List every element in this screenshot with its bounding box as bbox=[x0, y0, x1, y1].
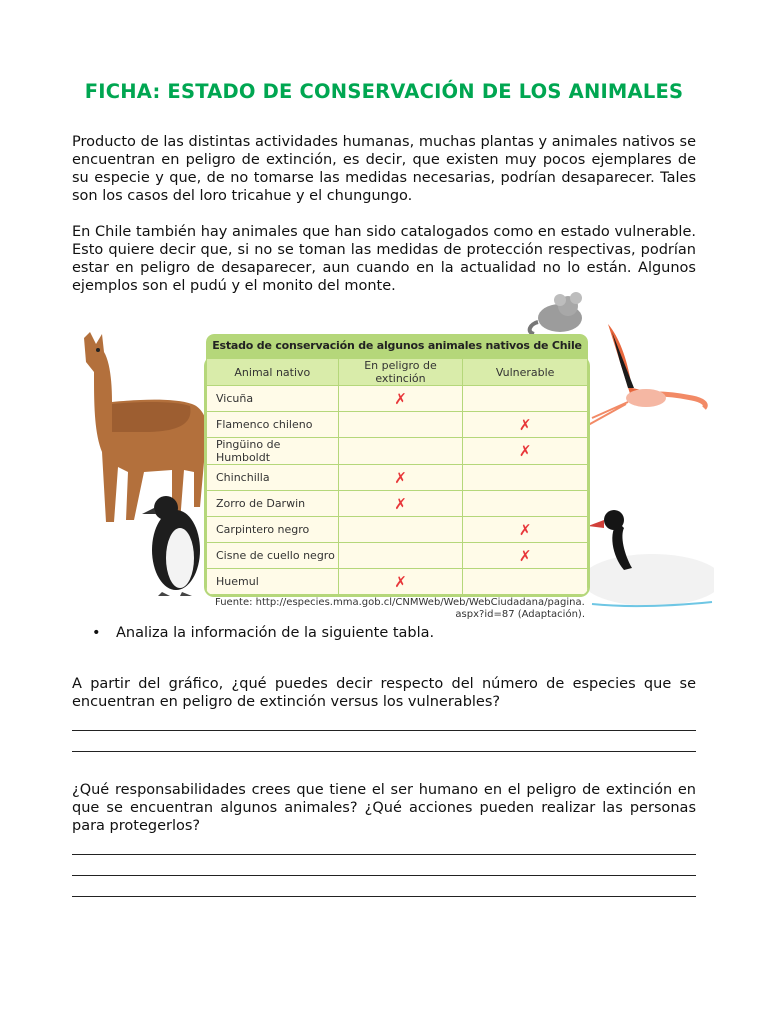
vulnerable-mark bbox=[463, 491, 588, 517]
header-vulnerable: Vulnerable bbox=[463, 359, 588, 386]
penguin-illustration bbox=[142, 496, 200, 596]
vulnerable-mark: ✗ bbox=[463, 412, 588, 438]
intro-paragraph-1: Producto de las distintas actividades humanas, muchas plantas y animales nativos se encuentran en peligro de extinción, es decir, que existen muy pocos ejemplares de su especie y que, de no tomarse las medidas necesarias, podrían desaparecer. Tales son los casos del loro tricahue y el chungungo. bbox=[72, 133, 696, 204]
header-animal: Animal nativo bbox=[207, 359, 339, 386]
vulnerable-mark bbox=[463, 569, 588, 595]
vulnerable-mark: ✗ bbox=[463, 438, 588, 465]
source-line-1: Fuente: http://especies.mma.gob.cl/CNMWeb/Web/WebCiudadana/pagina. bbox=[215, 597, 585, 608]
question-1: A partir del gráfico, ¿qué puedes decir respecto del número de especies que se encuentran en peligro de extinción versus los vulnerables? bbox=[72, 675, 696, 710]
extincion-mark: ✗ bbox=[338, 569, 463, 595]
table-row bbox=[207, 491, 588, 517]
source-line-2: aspx?id=87 (Adaptación). bbox=[455, 609, 585, 620]
intro-paragraph-2: En Chile también hay animales que han sido catalogados como en estado vulnerable. Esto quiere decir que, si no se toman las medidas de protección respectivas, podrían estar en peligro de desaparecer, aun cuando en la actualidad no lo están. Algunos ejemplos son el pudú y el monito del monte. bbox=[72, 223, 696, 294]
extincion-mark bbox=[338, 438, 463, 465]
animal-name: Pingüino de Humboldt bbox=[207, 438, 339, 465]
vulnerable-mark: ✗ bbox=[463, 543, 588, 569]
extincion-mark: ✗ bbox=[338, 386, 463, 412]
bullet-icon: • bbox=[92, 625, 101, 641]
extincion-mark bbox=[338, 412, 463, 438]
answer-line[interactable] bbox=[72, 875, 696, 876]
page-title: FICHA: ESTADO DE CONSERVACIÓN DE LOS ANIMALES bbox=[84, 80, 684, 103]
table-row bbox=[207, 569, 588, 595]
question-2: ¿Qué responsabilidades crees que tiene el ser humano en el peligro de extinción en que se encuentran algunos animales? ¿Qué acciones pueden realizar las personas para protegerlos? bbox=[72, 781, 696, 834]
animal-name: Carpintero negro bbox=[207, 517, 339, 543]
table-caption: Estado de conservación de algunos animales nativos de Chile bbox=[206, 334, 588, 358]
vulnerable-mark bbox=[463, 386, 588, 412]
animal-name: Huemul bbox=[207, 569, 339, 595]
vulnerable-mark: ✗ bbox=[463, 517, 588, 543]
table-row bbox=[207, 543, 588, 569]
answer-line[interactable] bbox=[72, 854, 696, 855]
animal-name: Flamenco chileno bbox=[207, 412, 339, 438]
table-header-row bbox=[207, 359, 588, 386]
extincion-mark: ✗ bbox=[338, 465, 463, 491]
vulnerable-mark bbox=[463, 465, 588, 491]
answer-line[interactable] bbox=[72, 896, 696, 897]
instruction-bullet bbox=[92, 625, 434, 641]
table-source bbox=[215, 597, 585, 621]
table-row bbox=[207, 438, 588, 465]
answer-line[interactable] bbox=[72, 751, 696, 752]
header-extincion: En peligro de extinción bbox=[338, 359, 463, 386]
extincion-mark bbox=[338, 517, 463, 543]
animal-name: Chinchilla bbox=[207, 465, 339, 491]
extincion-mark: ✗ bbox=[338, 491, 463, 517]
extincion-mark bbox=[338, 543, 463, 569]
swan-illustration bbox=[582, 510, 714, 606]
animal-name: Zorro de Darwin bbox=[207, 491, 339, 517]
bullet-text: Analiza la información de la siguiente tabla. bbox=[116, 625, 435, 641]
chinchilla-illustration bbox=[530, 292, 582, 334]
flamingo-illustration bbox=[572, 324, 705, 434]
answer-line[interactable] bbox=[72, 730, 696, 731]
table-row bbox=[207, 465, 588, 491]
table-row bbox=[207, 517, 588, 543]
animal-name: Vicuña bbox=[207, 386, 339, 412]
animal-name: Cisne de cuello negro bbox=[207, 543, 339, 569]
table-row bbox=[207, 412, 588, 438]
guanaco-illustration bbox=[84, 332, 208, 522]
conservation-table bbox=[206, 334, 588, 595]
table-row bbox=[207, 386, 588, 412]
